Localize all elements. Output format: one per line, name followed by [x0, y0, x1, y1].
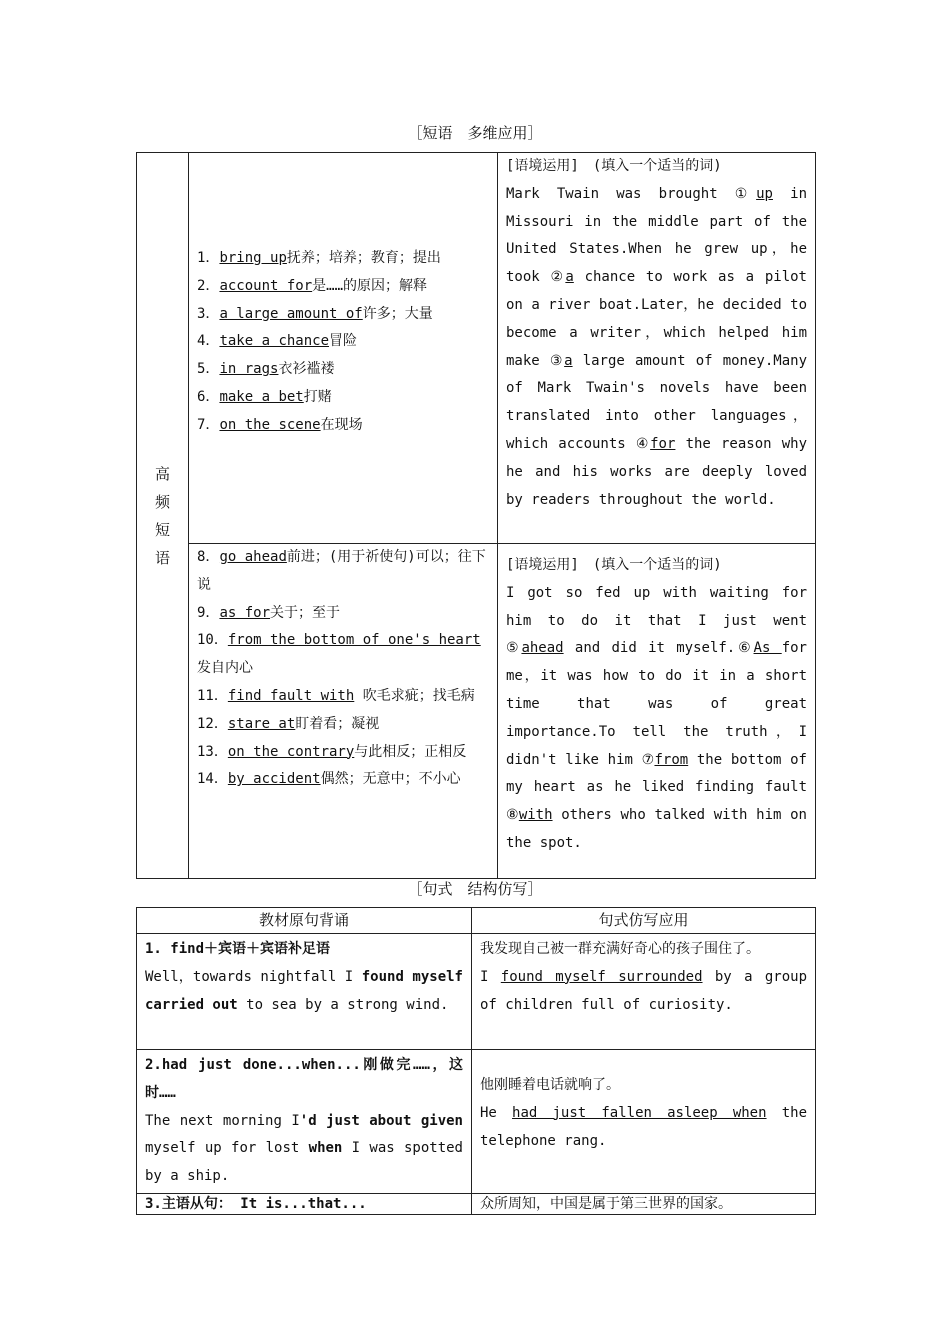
pattern-label: 3.主语从句： It is...that...	[145, 1195, 367, 1212]
col-header-practice: 句式仿写应用	[472, 908, 816, 934]
side-label: 高 频 短 语	[154, 464, 170, 567]
answer-blank: up	[756, 185, 773, 202]
answer-blank: a	[564, 352, 573, 369]
chinese-prompt: 我发现自己被一群充满好奇心的孩子围住了。	[480, 941, 760, 957]
phrase-item: 3．a large amount of许多；大量	[197, 305, 433, 322]
practice-cell	[472, 1050, 816, 1194]
practice-cell	[472, 1193, 816, 1214]
context-exercise-a	[498, 153, 816, 544]
pattern-label: 2.had just done...when...刚做完……，这时……	[145, 1057, 463, 1101]
context-heading: [语境运用] (填入一个适当的词)	[506, 557, 722, 573]
source-cell	[137, 1193, 472, 1214]
pattern-label: 1. find＋宾语＋宾语补足语	[145, 941, 331, 957]
phrase-item: 8．go ahead前进；(用于祈使句)可以；往下说	[197, 549, 486, 593]
col-header-source: 教材原句背诵	[137, 908, 472, 934]
answer-blank: As	[753, 640, 782, 657]
context-passage: I got so fed up with waiting for him to do it that I just went ⑤ahead and did it myself.⑥As for me，it was how to do it in a short time that was of great importance.To tell the truth，I didn't like him ⑦from the bottom of my heart as he liked finding fault ⑧with others who talked with him on the spot.	[506, 584, 807, 851]
section-title-phrases: ［短语 多维应用］	[407, 124, 543, 142]
phrase-item: 2．account for是……的原因；解释	[197, 277, 428, 294]
phrase-list-a	[189, 153, 498, 544]
context-exercise-b	[498, 544, 816, 879]
phrase-list-b	[189, 544, 498, 879]
source-sentence: The next morning I'd just about given myself up for lost when I was spotted by a ship.	[145, 1112, 463, 1185]
phrase-item: 11．find fault with 吹毛求疵；找毛病	[197, 687, 475, 704]
source-cell	[137, 1050, 472, 1194]
source-cell	[137, 934, 472, 1050]
phrase-item: 14．by accident偶然；无意中；不小心	[197, 771, 461, 788]
phrase-item: 9．as for关于；至于	[197, 604, 341, 621]
phrase-item: 1．bring up抚养；培养；教育；提出	[197, 250, 441, 266]
answer-blank: a	[565, 269, 574, 286]
phrase-item: 6．make a bet打赌	[197, 388, 332, 405]
phrase-item: 12．stare at盯着看；凝视	[197, 715, 380, 732]
answer-blank: ahead	[521, 640, 564, 657]
phrases-table	[136, 152, 816, 879]
phrase-item: 4．take a chance冒险	[197, 333, 358, 350]
sentence-table	[136, 907, 816, 1215]
phrase-item: 7．on the scene在现场	[197, 416, 363, 433]
source-sentence: Well，towards nightfall I found myself carried out to sea by a strong wind.	[145, 968, 463, 1013]
context-heading: [语境运用] (填入一个适当的词)	[506, 158, 722, 174]
answer-blank: for	[650, 435, 676, 452]
answer-sentence: I found myself surrounded by a group of children full of curiosity.	[480, 968, 808, 1013]
answer-sentence: He had just fallen asleep when the telephone rang.	[480, 1104, 807, 1149]
phrase-item: 13．on the contrary与此相反；正相反	[197, 743, 467, 760]
answer-blank: with	[518, 807, 553, 824]
context-passage: Mark Twain was brought ①up in Missouri in the middle part of the United States.When he grew up，he took ②a chance to work as a pilot on a river boat.Later，he decided to become a writer，which helped him make ③a large amount of money.Many of Mark Twain's novels have been translated into other languages，which accounts ④for the reason why he and his works are deeply loved by readers throughout the world.	[506, 185, 807, 508]
phrase-item: 10．from the bottom of one's heart发自内心	[197, 632, 481, 677]
chinese-prompt: 他刚睡着电话就响了。	[480, 1077, 620, 1093]
side-label-cell	[137, 153, 189, 879]
section-title-sentences: ［句式 结构仿写］	[407, 880, 543, 898]
answer-blank: from	[654, 751, 689, 768]
practice-cell	[472, 934, 816, 1050]
chinese-prompt: 众所周知，中国是属于第三世界的国家。	[480, 1195, 732, 1212]
phrase-item: 5．in rags衣衫褴褛	[197, 361, 335, 378]
